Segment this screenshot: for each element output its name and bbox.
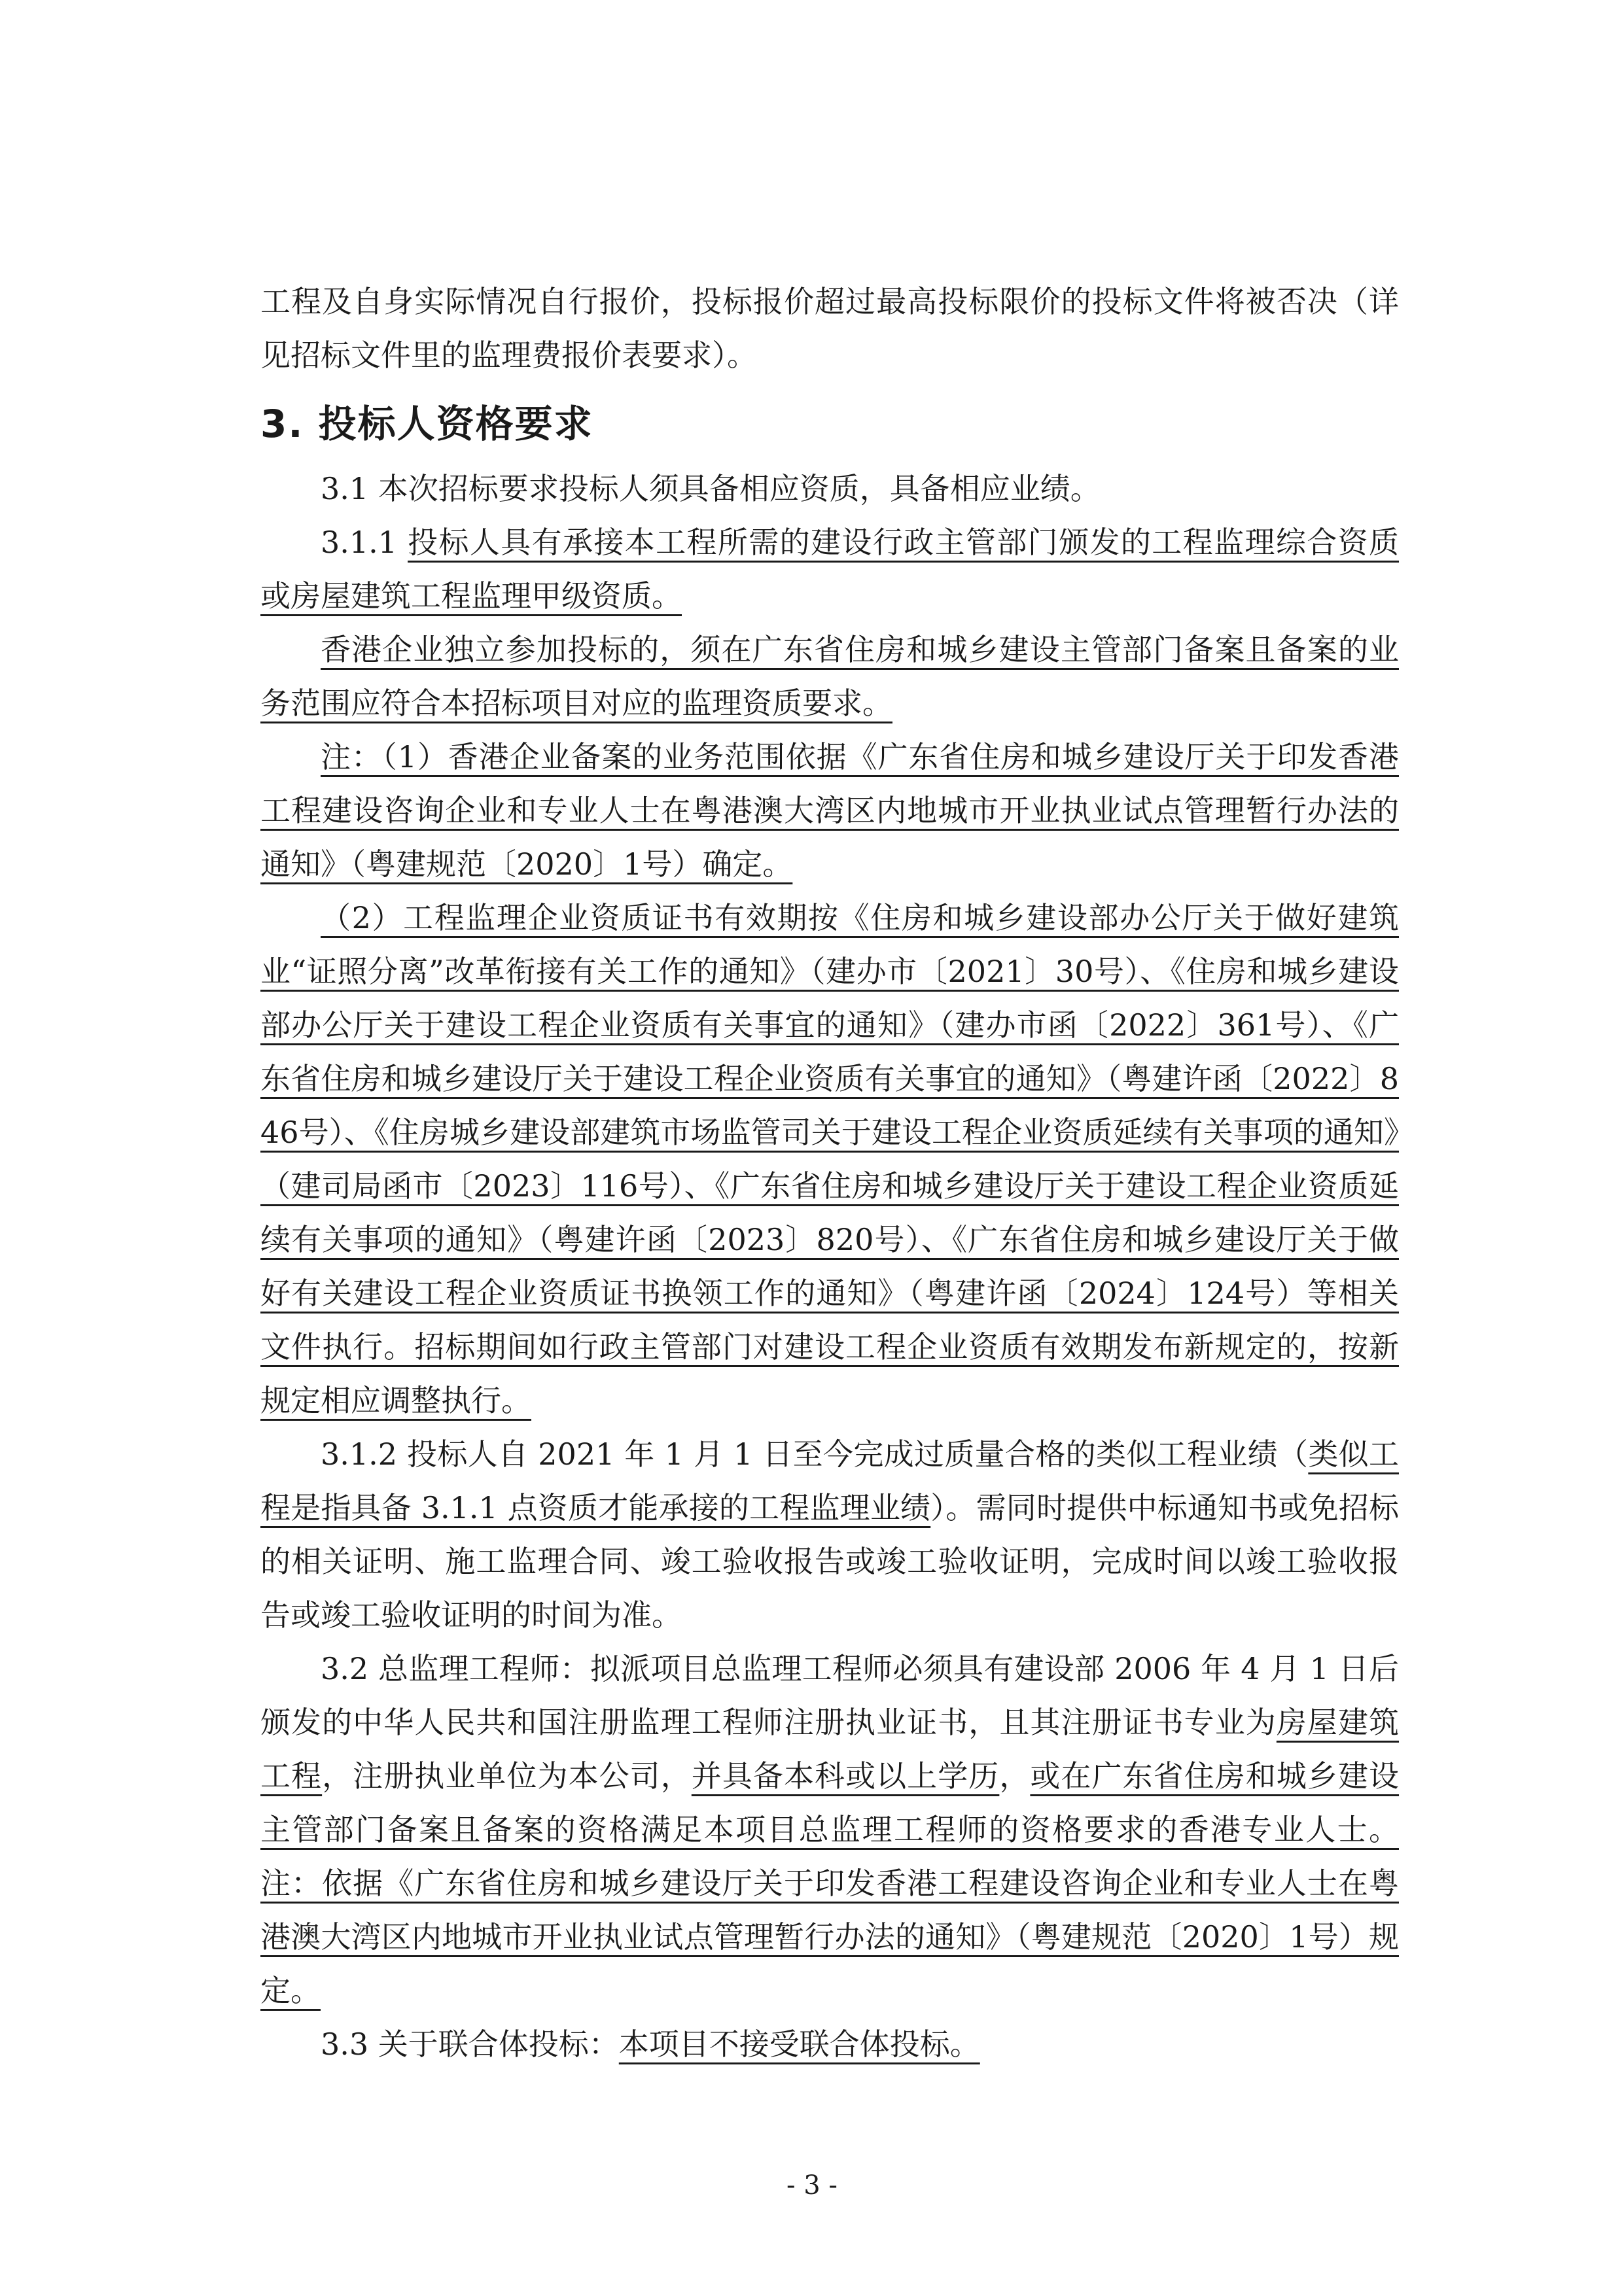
consortium-statement: 本项目不接受联合体投标。 [618,2026,980,2062]
paragraph-3-2 [260,1642,1399,2017]
page-number: - 3 - [786,2170,838,2200]
hk-enterprise-text: 香港企业独立参加投标的，须在广东省住房和城乡建设主管部门备案且备案的业务范围应符合本招标项目对应的监理资质要求。 [260,632,1399,721]
paragraph-3-1-1 [260,515,1399,623]
note-1-text: 注：（1）香港企业备案的业务范围依据《广东省住房和城乡建设厅关于印发香港工程建设咨询企业和专业人士在粤港澳大湾区内地城市开业执业试点管理暂行办法的通知》（粤建规范〔2020〕1号）确定。 [260,739,1399,882]
p312-rest: ）。需同时提供中标通知书或免招标的相关证明、施工监理合同、竣工验收报告或竣工验收证明，完成时间以竣工验收报告或竣工验收证明的时间为准。 [260,1490,1399,1633]
paragraph-3-1-2 [260,1427,1399,1642]
p32-mid: ，注册执业单位为本公司， [322,1758,692,1794]
page-body [260,275,1399,2071]
note-2-text: （2）工程监理企业资质证书有效期按《住房和城乡建设部办公厅关于做好建筑业“证照分离”改革衔接有关工作的通知》（建办市〔2021〕30号）、《住房和城乡建设部办公厅关于建设工程企业资质有关事宜的通知》（建办市函〔2022〕361号）、《广东省住房和城乡建设厅关于建设工程企业资质有关事宜的通知》（粤建许函〔2022〕846号）、《住房城乡建设部建筑市场监管司关于建设工程企业资质延续有关事项的通知》（建司局函市〔2023〕116号）、《广东省住房和城乡建设厅关于建设工程企业资质延续有关事项的通知》（粤建许函〔2023〕820号）、《广东省住房和城乡建设厅关于做好有关建设工程企业资质证书换领工作的通知》（粤建许函〔2024〕124号）等相关文件执行。招标期间如行政主管部门对建设工程企业资质有效期发布新规定的，按新规定相应调整执行。 [260,900,1399,1418]
section-heading: 3. 投标人资格要求 [260,402,593,446]
hk-professional-requirement: 或在广东省住房和城乡建设主管部门备案且备案的资格满足本项目总监理工程师的资格要求的香港专业人士。注：依据《广东省住房和城乡建设厅关于印发香港工程建设咨询企业和专业人士在粤港澳大湾区内地城市开业执业试点管理暂行办法的通知》（粤建规范〔2020〕1号）规定。 [260,1758,1400,2008]
paragraph-3-3 [260,2017,1399,2071]
certificate-specialty: 房屋建筑工程 [260,1705,1400,1794]
qualification-requirement: 投标人具有承接本工程所需的建设行政主管部门颁发的工程监理综合资质或房屋建筑工程监理甲级资质。 [260,525,1400,614]
hk-enterprise-paragraph [260,623,1399,730]
p32-comma: ， [999,1758,1031,1794]
p33-lead: 3.3 关于联合体投标： [321,2026,619,2062]
p32-lead: 3.2 总监理工程师：拟派项目总监理工程师必须具有建设部 2006 年 4 月 1 日后颁发的中华人民共和国注册监理工程师注册执业证书，且其注册证书专业为 [260,1651,1399,1740]
paragraph-3-1: 3.1 本次招标要求投标人须具备相应资质，具备相应业绩。 [321,471,1101,506]
note-2-paragraph [260,891,1399,1427]
note-1-paragraph [260,730,1399,891]
p312-lead: 3.1.2 投标人自 2021 年 1 月 1 日至今完成过质量合格的类似工程业绩（ [321,1436,1309,1472]
similar-project-definition: 类似工程是指具备 3.1.1 点资质才能承接的工程监理业绩 [260,1436,1400,1525]
education-requirement: 并具备本科或以上学历 [691,1758,1000,1794]
clause-number: 3.1.1 [321,525,408,560]
intro-paragraph: 工程及自身实际情况自行报价，投标报价超过最高投标限价的投标文件将被否决（详见招标文件里的监理费报价表要求）。 [260,284,1399,373]
